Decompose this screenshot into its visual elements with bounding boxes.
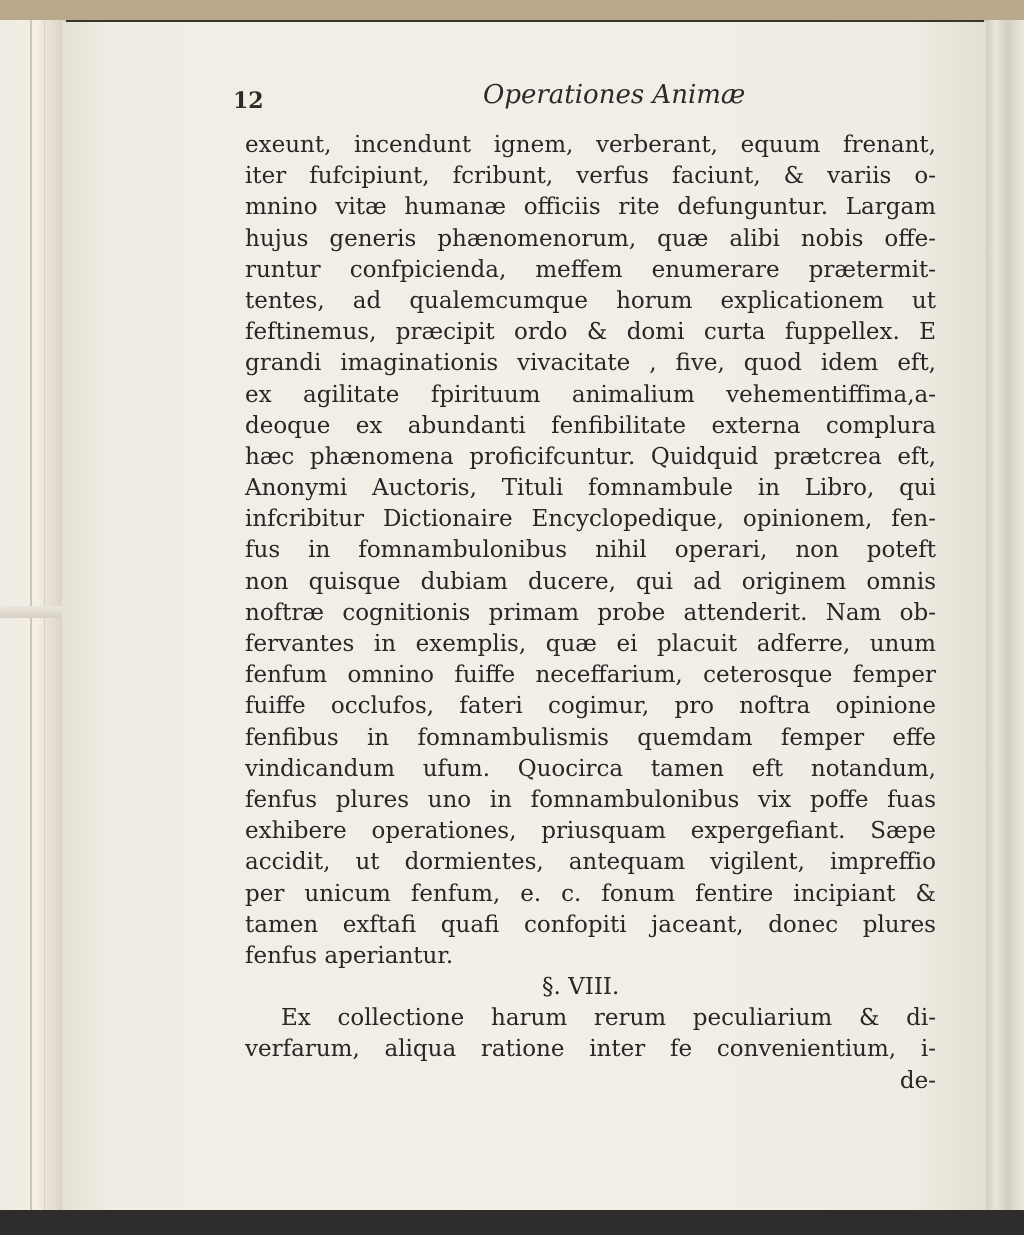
text-line: runtur confpicienda, meffem enumerare prætermit- (245, 256, 936, 283)
text-line: verfarum, aliqua ratione inter fe convenientium, i- (245, 1036, 936, 1063)
text-line: deoque ex abundanti fenfibilitate externa complura (245, 412, 936, 439)
text-line: hujus generis phænomenorum, quæ alibi nobis offe- (245, 225, 936, 252)
text-line: accidit, ut dormientes, antequam vigilent, impreffio (245, 849, 936, 876)
text-line: noftræ cognitionis primam probe attenderit. Nam ob- (245, 599, 936, 626)
catchword: de- (899, 1067, 936, 1094)
text-line: tamen exftafi quafi confopiti jaceant, donec plures (245, 911, 936, 938)
text-line: iter fufcipiunt, fcribunt, verfus faciunt, & variis o- (245, 163, 936, 190)
text-line: fenfus plures uno in fomnambulonibus vix poffe fuas (245, 786, 936, 813)
text-line: fenfus aperiantur. (245, 942, 454, 969)
text-line: fenfum omnino fuiffe neceffarium, ceterosque femper (245, 662, 936, 689)
text-line: mnino vitæ humanæ officiis rite defunguntur. Largam (245, 194, 936, 221)
text-line: infcribitur Dictionaire Encyclopedique, opinionem, fen- (245, 506, 936, 533)
text-line: exeunt, incendunt ignem, verberant, equum frenant, (245, 132, 936, 158)
text-line: grandi imaginationis vivacitate , five, quod idem eft, (245, 350, 936, 377)
page-text (245, 130, 936, 1097)
page-number: 12 (233, 88, 264, 114)
text-line: Ex collectione harum rerum peculiarium & di- (281, 1005, 936, 1032)
text-line: fenfibus in fomnambulismis quemdam femper effe (245, 724, 936, 751)
text-line: Anonymi Auctoris, Tituli fomnambule in Libro, qui (245, 475, 936, 502)
text-line: fervantes in exemplis, quæ ei placuit adferre, unum (245, 631, 936, 657)
text-line: non quisque dubiam ducere, qui ad originem omnis (245, 568, 936, 595)
text-line: feftinemus, præcipit ordo & domi curta fuppellex. E (245, 319, 936, 346)
section-heading: §. VIII. (542, 974, 620, 1001)
running-head: Operationes Animæ (483, 80, 746, 110)
background-top (0, 0, 1024, 20)
text-line: fus in fomnambulonibus nihil operari, non poteft (245, 537, 936, 564)
right-page-edge (984, 20, 1024, 1210)
text-line: fuiffe occlufos, fateri cogimur, pro noftra opinione (245, 693, 936, 720)
text-line: tentes, ad qualemcumque horum explicationem ut (245, 287, 936, 314)
text-line: vindicandum ufum. Quocirca tamen eft notandum, (245, 755, 936, 782)
text-line: per unicum fenfum, e. c. fonum fentire incipiant & (245, 880, 936, 907)
text-line: exhibere operationes, priusquam expergefiant. Sæpe (245, 818, 936, 845)
text-line: hæc phænomena proficifcuntur. Quidquid prætcrea eft, (245, 443, 936, 470)
text-line: ex agilitate fpirituum animalium vehementiffima,a- (245, 381, 936, 408)
